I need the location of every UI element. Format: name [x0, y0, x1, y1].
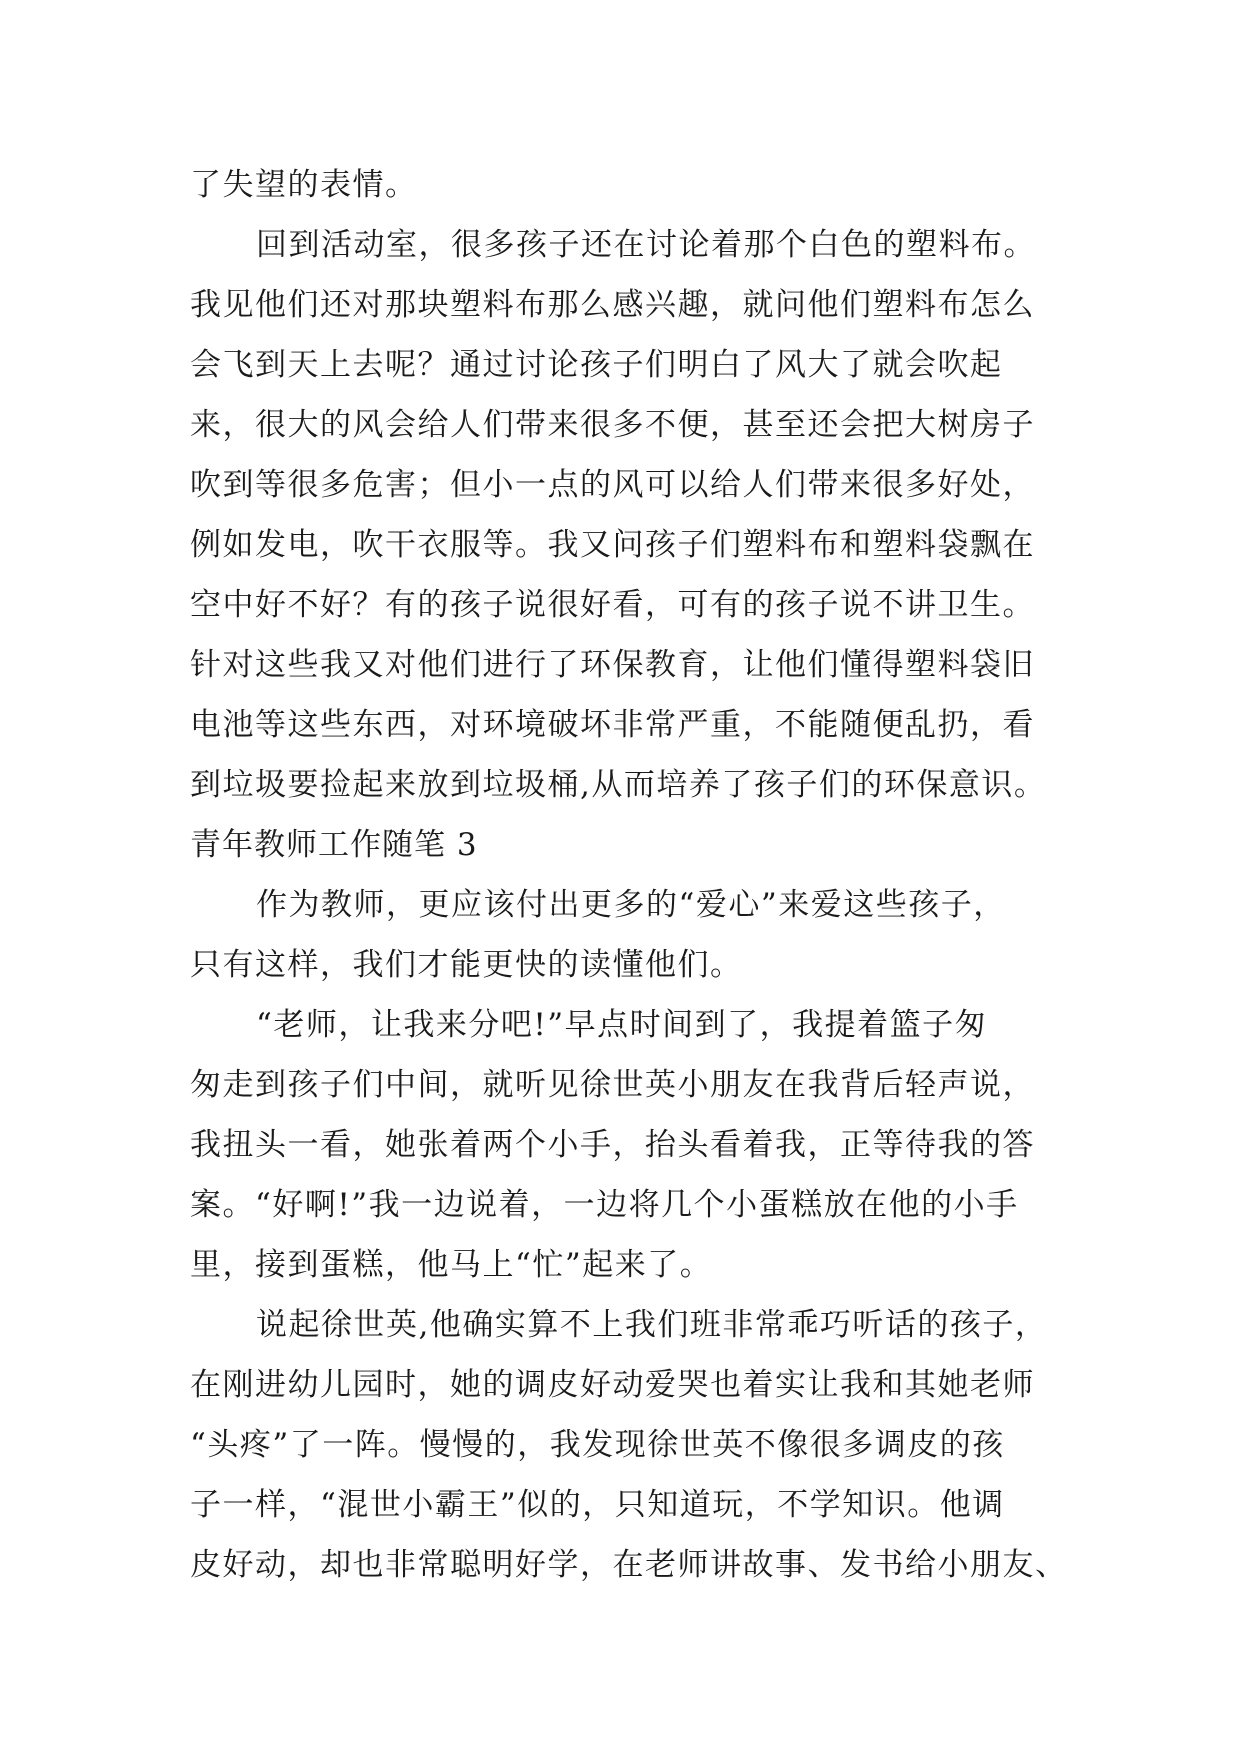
body-line: 会飞到天上去呢？通过讨论孩子们明白了风大了就会吹起 — [190, 347, 1003, 383]
body-line: 在刚进幼儿园时，她的调皮好动爱哭也着实让我和其她老师 — [190, 1367, 1035, 1403]
paragraph-first-line: 回到活动室，很多孩子还在讨论着那个白色的塑料布。 — [256, 227, 1036, 263]
body-line: 例如发电，吹干衣服等。我又问孩子们塑料布和塑料袋飘在 — [190, 527, 1035, 563]
body-line: 吹到等很多危害；但小一点的风可以给人们带来很多好处， — [190, 467, 1035, 503]
body-line: 空中好不好？有的孩子说很好看，可有的孩子说不讲卫生。 — [190, 587, 1035, 623]
body-line: 针对这些我又对他们进行了环保教育，让他们懂得塑料袋旧 — [190, 647, 1035, 683]
body-line: 案。“好啊!”我一边说着，一边将几个小蛋糕放在他的小手 — [190, 1187, 1019, 1223]
body-line: 匆走到孩子们中间，就听见徐世英小朋友在我背后轻声说， — [190, 1067, 1035, 1103]
body-line: 子一样，“混世小霸王”似的，只知道玩，不学知识。他调 — [190, 1487, 1005, 1523]
body-line: 到垃圾要捡起来放到垃圾桶,从而培养了孩子们的环保意识。 — [190, 767, 1047, 803]
body-line: 了失望的表情。 — [190, 167, 418, 203]
body-line: 只有这样，我们才能更快的读懂他们。 — [190, 947, 743, 983]
body-line: 我扭头一看，她张着两个小手，抬头看着我，正等待我的答 — [190, 1127, 1035, 1163]
paragraph-first-line: 作为教师，更应该付出更多的“爱心”来爱这些孩子， — [256, 887, 1006, 923]
paragraph-first-line: “老师，让我来分吧!”早点时间到了，我提着篮子匆 — [256, 1007, 988, 1043]
paragraph-first-line: 说起徐世英,他确实算不上我们班非常乖巧听话的孩子， — [256, 1307, 1048, 1343]
body-line: 里，接到蛋糕，他马上“忙”起来了。 — [190, 1247, 713, 1283]
document-body — [190, 155, 1070, 1595]
body-line: 我见他们还对那块塑料布那么感兴趣，就问他们塑料布怎么 — [190, 287, 1035, 323]
body-line: 电池等这些东西，对环境破坏非常严重，不能随便乱扔，看 — [190, 707, 1035, 743]
body-line: 皮好动，却也非常聪明好学，在老师讲故事、发书给小朋友、 — [190, 1547, 1068, 1583]
section-heading: 青年教师工作随笔 3 — [190, 827, 478, 863]
body-line: “头疼”了一阵。慢慢的，我发现徐世英不像很多调皮的孩 — [190, 1427, 1005, 1463]
body-line: 来，很大的风会给人们带来很多不便，甚至还会把大树房子 — [190, 407, 1035, 443]
